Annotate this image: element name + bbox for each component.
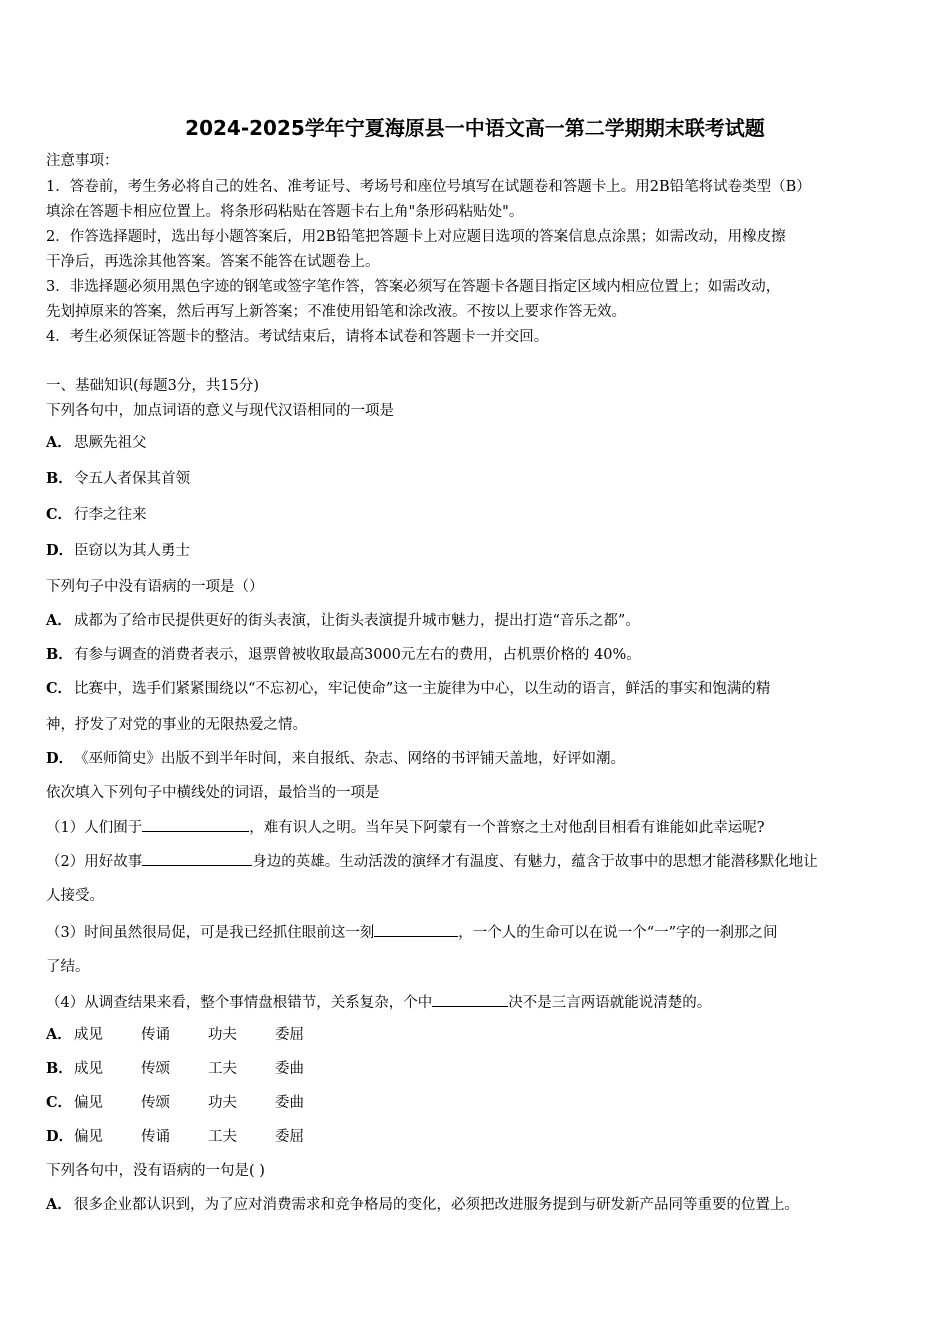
option-label: B． <box>46 1060 73 1077</box>
sentence-text: （4）从调查结果来看，整个事情盘根错节，关系复杂，个中 <box>46 995 433 1011</box>
fill-blank <box>142 851 252 866</box>
sentence-text: （2）用好故事 <box>46 854 143 870</box>
option-text: 有参与调查的消费者表示，退票曾被收取最高3000元左右的费用，占机票价格的 40%。 <box>74 647 641 663</box>
option-text: 臣窃以为其人勇士 <box>74 543 190 559</box>
option-text: 思厥先祖父 <box>74 435 147 451</box>
option-text: 令五人者保其首领 <box>74 471 190 487</box>
word-4: 委屈 <box>275 1027 304 1043</box>
option-c <box>46 506 147 524</box>
option-label: D． <box>46 750 74 767</box>
option-a <box>46 612 640 630</box>
word-1: 偏见 <box>74 1095 103 1111</box>
option-label: C． <box>46 1094 73 1111</box>
section-heading: 一、基础知识(每题3分，共15分) <box>46 378 259 394</box>
question-stem: 下列各句中，没有语病的一句是( ) <box>46 1163 265 1179</box>
word-3: 工夫 <box>208 1061 237 1077</box>
word-1: 成见 <box>74 1061 103 1077</box>
word-2: 传颂 <box>141 1095 170 1111</box>
fill-blank <box>432 992 508 1007</box>
word-2: 传诵 <box>141 1129 170 1145</box>
option-c <box>46 680 770 698</box>
word-2: 传颂 <box>141 1061 170 1077</box>
option-label: A． <box>46 434 72 451</box>
sentence-2-continued: 人接受。 <box>46 888 104 904</box>
option-label: A． <box>46 612 72 629</box>
notice-line: 2．作答选择题时，选出每小题答案后，用2B铅笔把答题卡上对应题目选项的答案信息点涂黑；如需改动，用橡皮擦 <box>46 229 786 245</box>
option-label: B． <box>46 470 73 487</box>
option-label: A． <box>46 1026 72 1043</box>
notice-line: 4．考生必须保证答题卡的整洁。考试结束后，请将本试卷和答题卡一并交回。 <box>46 329 549 345</box>
fill-blank <box>374 922 458 937</box>
option-a <box>46 1026 342 1044</box>
sentence-text: 身边的英雄。生动活泼的演绎才有温度、有魅力，蕴含于故事中的思想才能潜移默化地让 <box>252 854 818 870</box>
sentence-text: （1）人们囿于 <box>46 820 143 836</box>
option-a <box>46 434 147 452</box>
option-c-continued: 神，抒发了对党的事业的无限热爱之情。 <box>46 717 307 733</box>
option-label: C． <box>46 680 73 697</box>
sentence-3-continued: 了结。 <box>46 959 90 975</box>
notice-line: 干净后，再选涂其他答案。答案不能答在试题卷上。 <box>46 254 380 270</box>
option-text: 成都为了给市民提供更好的街头表演，让街头表演提升城市魅力，提出打造“音乐之都”。 <box>74 613 640 629</box>
option-label: C． <box>46 506 73 523</box>
notice-line: 3．非选择题必须用黑色字迹的钢笔或签字笔作答，答案必须写在答题卡各题目指定区域内相应位置上；如需改动， <box>46 279 781 295</box>
option-a <box>46 1196 799 1214</box>
page-title: 2024-2025学年宁夏海原县一中语文高一第二学期期末联考试题 <box>185 116 765 140</box>
word-1: 成见 <box>74 1027 103 1043</box>
option-c <box>46 1094 342 1112</box>
option-b <box>46 1060 342 1078</box>
word-4: 委曲 <box>275 1095 304 1111</box>
question-stem: 下列各句中，加点词语的意义与现代汉语相同的一项是 <box>46 403 394 419</box>
option-label: B． <box>46 646 73 663</box>
notice-heading: 注意事项： <box>46 153 119 169</box>
sentence-text: ，难有识人之明。当年吴下阿蒙有一个普察之土对他刮目相看有谁能如此幸运呢? <box>249 820 765 836</box>
notice-line: 先划掉原来的答案，然后再写上新答案；不准使用铅笔和涂改液。不按以上要求作答无效。 <box>46 304 626 320</box>
word-4: 委曲 <box>275 1061 304 1077</box>
sentence-3 <box>46 922 778 942</box>
notice-line: 1．答卷前，考生务必将自己的姓名、准考证号、考场号和座位号填写在试题卷和答题卡上。用2B铅笔将试卷类型（B） <box>46 179 811 195</box>
sentence-1 <box>46 817 765 837</box>
word-2: 传诵 <box>141 1027 170 1043</box>
sentence-4 <box>46 992 711 1012</box>
option-d <box>46 542 190 560</box>
notice-line: 填涂在答题卡相应位置上。将条形码粘贴在答题卡右上角"条形码粘贴处"。 <box>46 204 524 220</box>
option-label: D． <box>46 542 74 559</box>
sentence-2 <box>46 851 818 871</box>
word-3: 功夫 <box>208 1027 237 1043</box>
sentence-text: ，一个人的生命可以在说一个“一”字的一刹那之间 <box>458 925 778 941</box>
option-label: A． <box>46 1196 72 1213</box>
option-text: 很多企业都认识到，为了应对消费需求和竞争格局的变化，必须把改进服务提到与研发新产品同等重要的位置上。 <box>74 1197 799 1213</box>
option-d <box>46 1128 342 1146</box>
option-d <box>46 750 625 768</box>
option-text: 行李之往来 <box>74 507 147 523</box>
word-3: 工夫 <box>208 1129 237 1145</box>
option-label: D． <box>46 1128 74 1145</box>
option-b <box>46 470 190 488</box>
fill-blank <box>142 817 249 832</box>
option-b <box>46 646 641 664</box>
question-stem: 下列句子中没有语病的一项是（） <box>46 579 264 595</box>
word-1: 偏见 <box>74 1129 103 1145</box>
sentence-text: 决不是三言两语就能说清楚的。 <box>508 995 712 1011</box>
option-text: 《巫师简史》出版不到半年时间，来自报纸、杂志、网络的书评铺天盖地，好评如潮。 <box>74 751 625 767</box>
option-text: 比赛中，选手们紧紧围绕以“不忘初心，牢记使命”这一主旋律为中心，以生动的语言，鲜活的事实和饱满的精 <box>74 681 771 697</box>
question-stem: 依次填入下列句子中横线处的词语，最恰当的一项是 <box>46 785 380 801</box>
word-3: 功夫 <box>208 1095 237 1111</box>
word-4: 委屈 <box>275 1129 304 1145</box>
sentence-text: （3）时间虽然很局促，可是我已经抓住眼前这一刻 <box>46 925 375 941</box>
